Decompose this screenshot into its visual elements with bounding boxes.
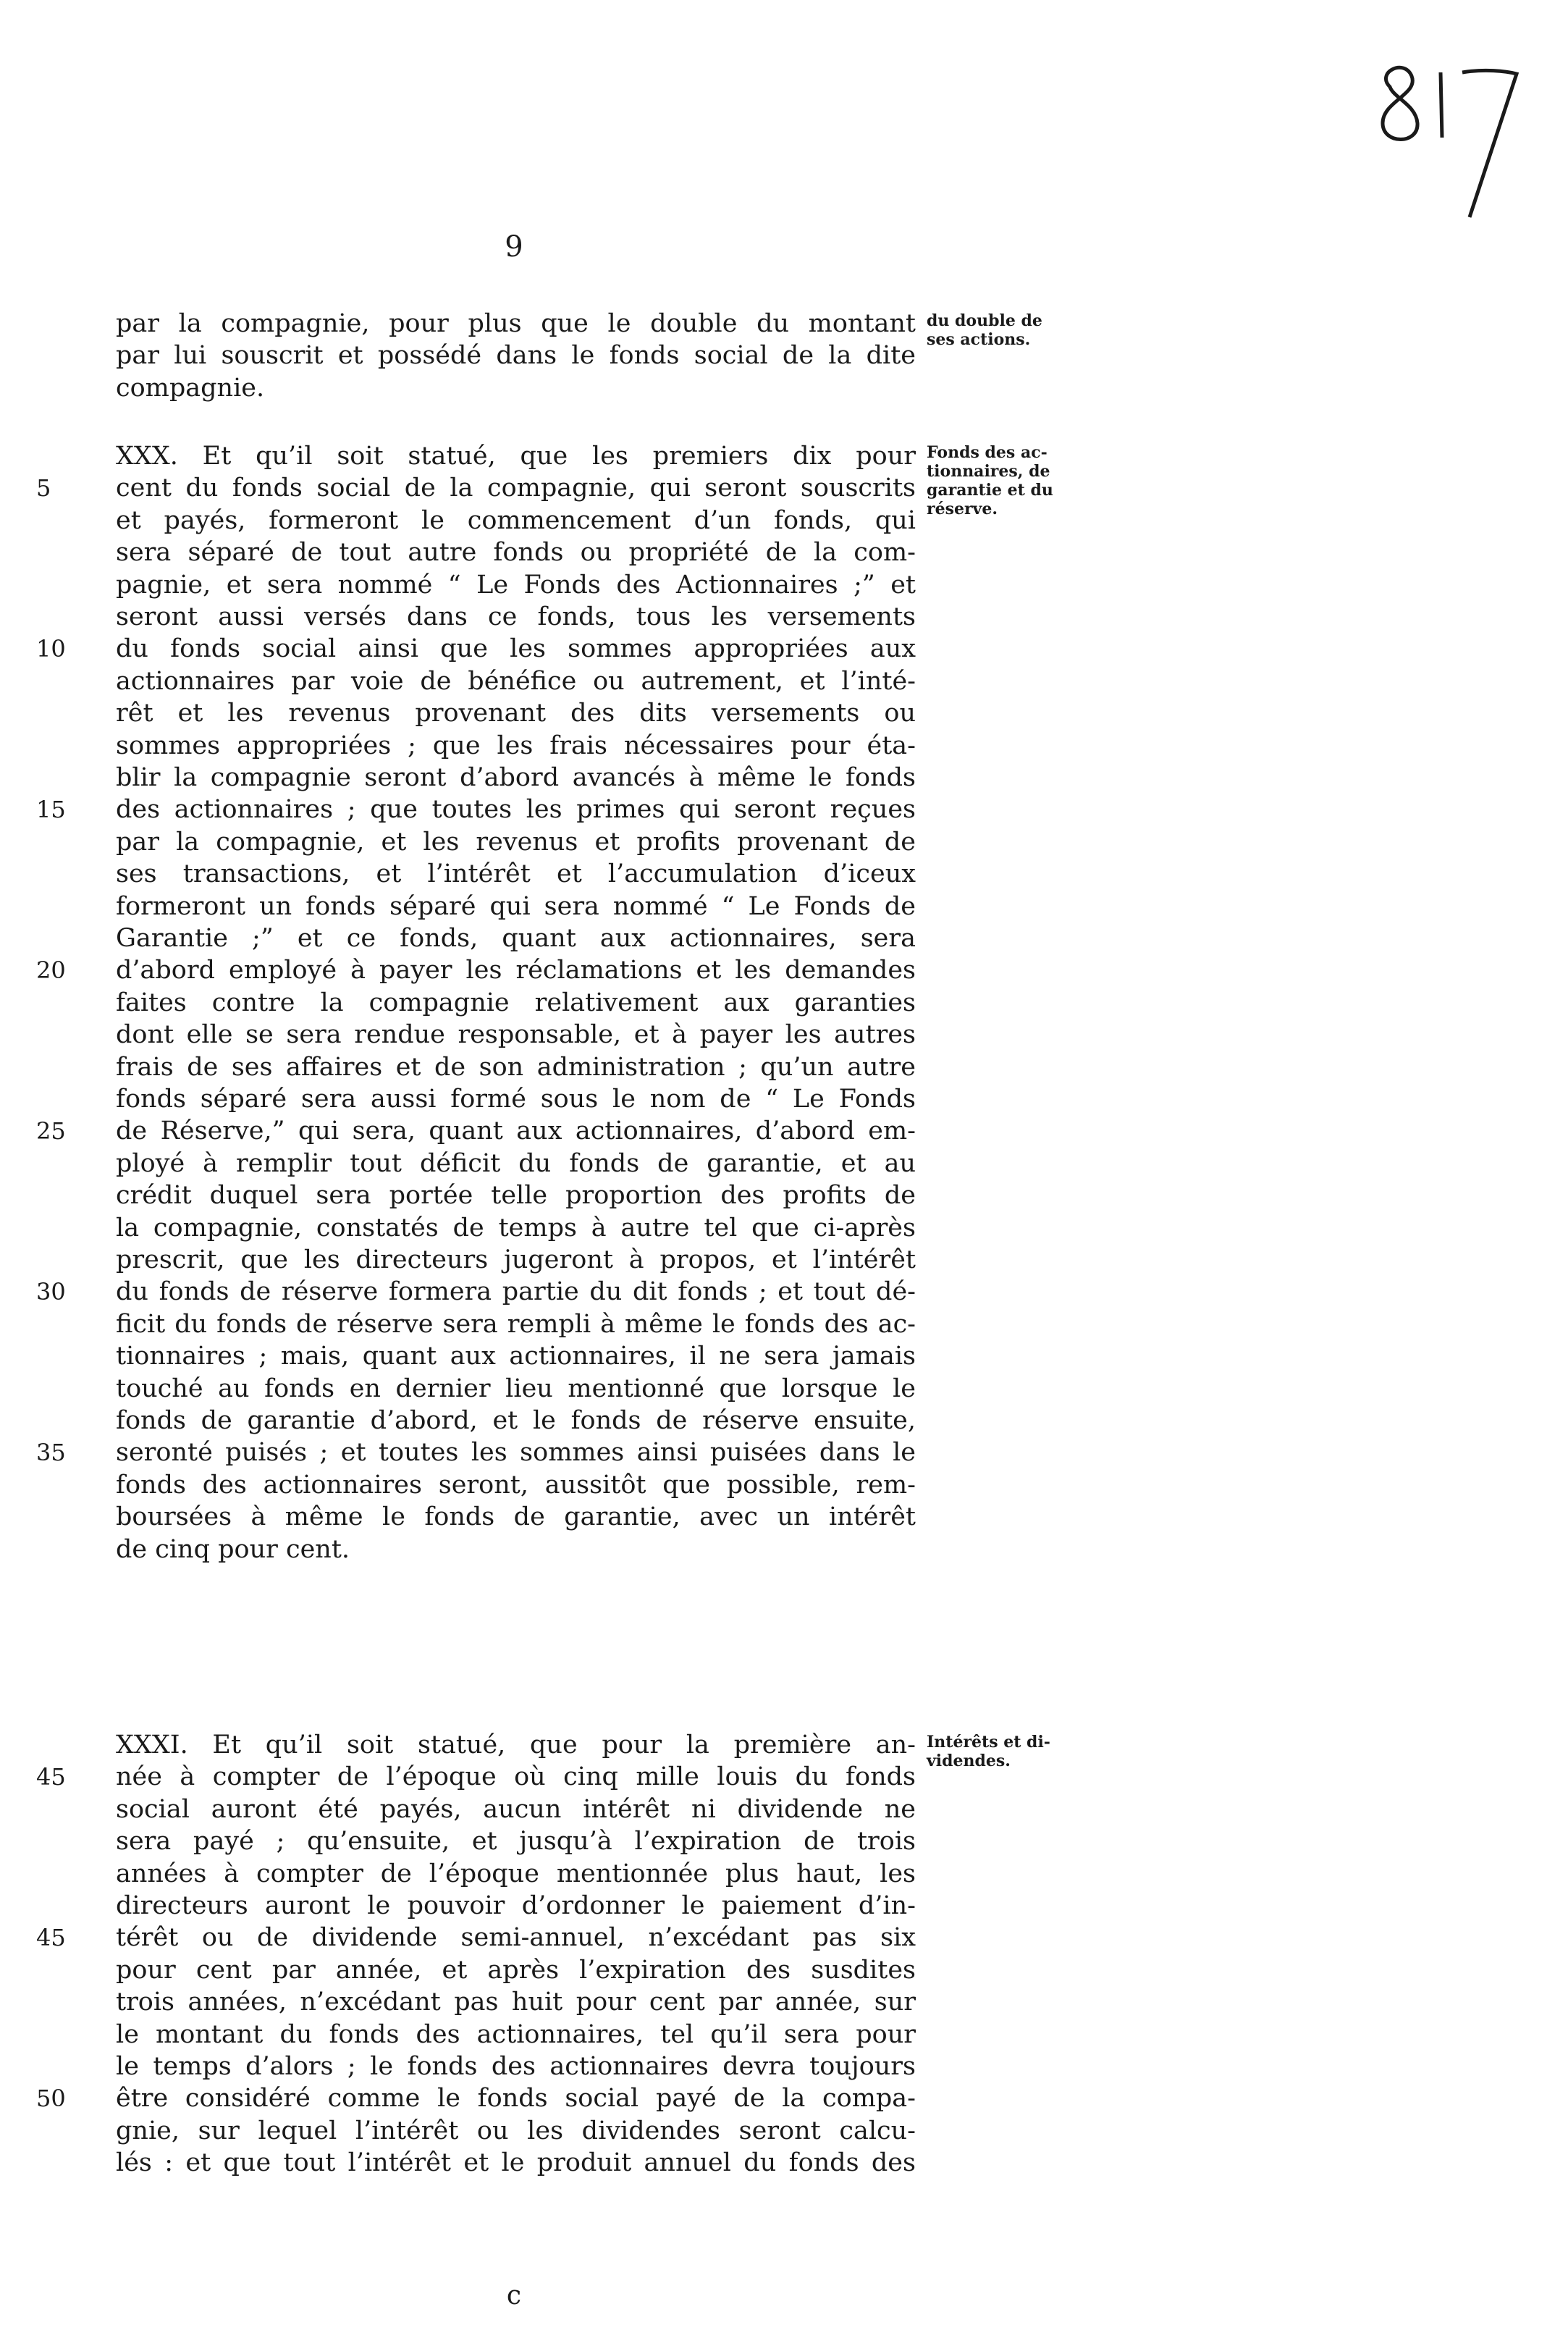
line-text: tionnaires ; mais, quant aux actionnaires, il ne sera jamais <box>116 1342 916 1371</box>
line-text: social auront été payés, aucun intérêt ni dividende ne <box>116 1794 916 1824</box>
text-line <box>36 1761 916 1793</box>
handwritten-folio-number <box>1361 43 1527 232</box>
line-text: par lui souscrit et possédé dans le fonds social de la dite <box>116 341 916 371</box>
line-text: directeurs auront le pouvoir d’ordonner le paiement d’in- <box>116 1891 916 1920</box>
line-text: pagnie, et sera nommé “ Le Fonds des Actionnaires ;” et <box>116 570 916 600</box>
line-text: formeront un fonds séparé qui sera nommé “ Le Fonds de <box>116 891 916 921</box>
line-number: 30 <box>36 1278 66 1306</box>
text-line <box>116 1179 916 1211</box>
text-line <box>116 1890 916 1922</box>
line-text: née à compter de l’époque où cinq mille louis du fonds <box>116 1762 916 1792</box>
margin-note-line: garantie et du <box>927 481 1053 500</box>
text-line <box>116 601 916 633</box>
text-line <box>116 987 916 1019</box>
text-line <box>116 1373 916 1405</box>
text-line <box>116 826 916 858</box>
page-number: 9 <box>505 230 523 264</box>
text-line <box>116 2115 916 2147</box>
signature-mark: c <box>506 2281 522 2310</box>
line-text: blir la compagnie seront d’abord avancés à même le fonds <box>116 763 916 792</box>
line-text: trois années, n’excédant pas huit pour cent par année, sur <box>116 1988 916 2017</box>
text-line <box>116 1019 916 1051</box>
text-line <box>116 569 916 601</box>
line-text: sera payé ; qu’ensuite, et jusqu’à l’expiration de trois <box>116 1827 916 1856</box>
line-text: sera séparé de tout autre fonds ou propriété de la com- <box>116 538 916 568</box>
text-line <box>36 1437 916 1468</box>
line-number: 45 <box>36 1763 66 1791</box>
text-line <box>116 1534 916 1565</box>
line-text: des actionnaires ; que toutes les primes qui seront reçues <box>116 795 916 825</box>
text-line <box>36 1276 916 1308</box>
line-number: 20 <box>36 956 66 985</box>
line-text: touché au fonds en dernier lieu mentionné que lorsque le <box>116 1374 916 1403</box>
line-text: frais de ses affaires et de son administration ; qu’un autre <box>116 1052 916 1082</box>
text-line <box>116 2147 916 2179</box>
folio-handwriting-graphic <box>1361 43 1527 232</box>
margin-note-fonds <box>927 443 1100 518</box>
text-line <box>116 1405 916 1437</box>
text-line <box>116 1308 916 1340</box>
text-line <box>116 1729 916 1761</box>
line-text: seront aussi versés dans ce fonds, tous les versements <box>116 602 916 631</box>
line-number: 50 <box>36 2085 66 2113</box>
text-line <box>116 858 916 890</box>
line-text: être considéré comme le fonds social payé de la compa- <box>116 2084 916 2114</box>
text-line <box>116 1083 916 1115</box>
line-number: 5 <box>36 474 51 502</box>
line-text: cent du fonds social de la compagnie, qui seront souscrits <box>116 474 916 503</box>
margin-note-interets <box>927 1733 1100 1770</box>
line-text: ficit du fonds de réserve sera rempli à même le fonds des ac- <box>116 1309 916 1339</box>
text-line <box>36 1922 916 1954</box>
line-number: 35 <box>36 1439 66 1467</box>
line-number: 45 <box>36 1924 66 1952</box>
text-line <box>116 697 916 729</box>
text-line <box>116 665 916 697</box>
line-text: dont elle se sera rendue responsable, et à payer les autres <box>116 1020 916 1050</box>
line-text: ses transactions, et l’intérêt et l’accumulation d’iceux <box>116 859 916 889</box>
text-line <box>116 2051 916 2082</box>
line-text: compagnie. <box>116 373 265 403</box>
text-line <box>36 954 916 986</box>
margin-note-line: tionnaires, de <box>927 462 1050 481</box>
text-line <box>116 1340 916 1372</box>
text-line <box>116 1794 916 1825</box>
text-line <box>36 794 916 825</box>
margin-note-line: du double de <box>927 311 1042 330</box>
text-line <box>116 340 916 371</box>
text-line <box>116 505 916 537</box>
line-text: gnie, sur lequel l’intérêt ou les dividendes seront calcu- <box>116 2116 916 2145</box>
line-text: et payés, formeront le commencement d’un fonds, qui <box>116 505 916 535</box>
text-line <box>116 1212 916 1244</box>
line-text: le montant du fonds des actionnaires, tel qu’il sera pour <box>116 2019 916 2049</box>
line-text: de cinq pour cent. <box>116 1534 350 1564</box>
line-text: sommes appropriées ; que les frais nécessaires pour éta- <box>116 731 916 760</box>
line-text: du fonds de réserve formera partie du dit fonds ; et tout dé- <box>116 1277 916 1307</box>
text-line <box>116 1469 916 1501</box>
text-line <box>116 1051 916 1083</box>
text-line <box>116 1501 916 1533</box>
line-text: la compagnie, constatés de temps à autre tel que ci-après <box>116 1213 916 1242</box>
line-text: lés : et que tout l’intérêt et le produit annuel du fonds des <box>116 2148 916 2178</box>
margin-note-line: Fonds des ac- <box>927 443 1048 462</box>
margin-note-line: ses actions. <box>927 330 1031 349</box>
line-text: térêt ou de dividende semi-annuel, n’excédant pas six <box>116 1923 916 1953</box>
line-number: 10 <box>36 635 66 663</box>
line-number: 25 <box>36 1117 66 1145</box>
line-text: fonds de garantie d’abord, et le fonds de réserve ensuite, <box>116 1406 916 1435</box>
line-text: du fonds social ainsi que les sommes appropriées aux <box>116 634 916 664</box>
margin-note-line: videndes. <box>927 1752 1011 1770</box>
text-line <box>36 1115 916 1147</box>
line-text: seronté puisés ; et toutes les sommes ainsi puisées dans le <box>116 1438 916 1468</box>
line-text: par la compagnie, pour plus que le double du montant <box>116 309 916 338</box>
line-text: XXX. Et qu’il soit statué, que les premiers dix pour <box>116 442 916 471</box>
text-line <box>116 1986 916 2018</box>
text-line <box>36 2082 916 2114</box>
text-line <box>116 440 916 472</box>
margin-note-line: Intérêts et di- <box>927 1733 1050 1752</box>
text-line <box>116 730 916 762</box>
line-text: crédit duquel sera portée telle proportion des profits de <box>116 1181 916 1211</box>
line-text: ployé à remplir tout déficit du fonds de garantie, et au <box>116 1148 916 1178</box>
line-text: d’abord employé à payer les réclamations et les demandes <box>116 956 916 985</box>
line-text: XXXI. Et qu’il soit statué, que pour la première an- <box>116 1731 916 1759</box>
line-text: boursées à même le fonds de garantie, avec un intérêt <box>116 1502 916 1532</box>
text-line <box>116 372 916 404</box>
text-line <box>36 633 916 665</box>
text-line <box>116 1954 916 1986</box>
margin-note-line: réserve. <box>927 500 998 518</box>
text-line <box>116 762 916 794</box>
line-text: rêt et les revenus provenant des dits versements ou <box>116 699 916 728</box>
line-number: 15 <box>36 796 66 824</box>
line-text: fonds séparé sera aussi formé sous le nom de “ Le Fonds <box>116 1085 916 1114</box>
text-line <box>116 891 916 922</box>
text-line <box>116 1244 916 1276</box>
text-line <box>116 2019 916 2051</box>
text-line <box>36 472 916 504</box>
text-line <box>116 922 916 954</box>
line-text: faites contre la compagnie relativement aux garanties <box>116 988 916 1017</box>
text-line <box>116 537 916 568</box>
text-line <box>116 1825 916 1857</box>
line-text: actionnaires par voie de bénéfice ou autrement, et l’inté- <box>116 666 916 696</box>
line-text: années à compter de l’époque mentionnée plus haut, les <box>116 1859 916 1888</box>
text-line <box>116 308 916 340</box>
line-text: par la compagnie, et les revenus et profits provenant de <box>116 827 916 857</box>
line-text: pour cent par année, et après l’expiration des susdites <box>116 1955 916 1985</box>
line-text: Garantie ;” et ce fonds, quant aux actionnaires, sera <box>116 924 916 953</box>
line-text: prescrit, que les directeurs jugeront à propos, et l’intérêt <box>116 1245 916 1274</box>
line-text: fonds des actionnaires seront, aussitôt que possible, rem- <box>116 1470 916 1500</box>
margin-note-double-actions <box>927 311 1100 349</box>
text-line <box>116 1148 916 1179</box>
text-line <box>116 1858 916 1890</box>
line-text: de Réserve,” qui sera, quant aux actionnaires, d’abord em- <box>116 1117 916 1146</box>
line-text: le temps d’alors ; le fonds des actionnaires devra toujours <box>116 2052 916 2081</box>
